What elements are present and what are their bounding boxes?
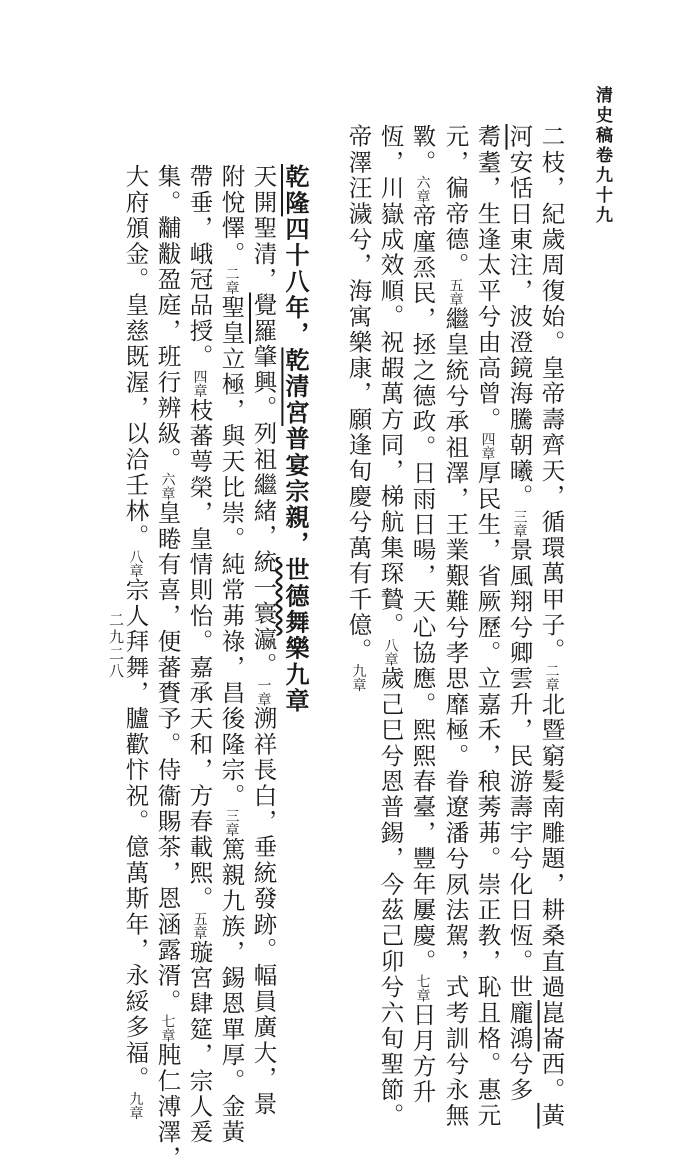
stanza-marker: 五章 [447, 278, 464, 307]
text-segment: 附悅懌。 [217, 164, 246, 267]
text-column [537, 124, 566, 1129]
text-segment: 耈耋，生逢太平兮由高曾。 [473, 124, 502, 433]
text-segment: 宗人拜舞，臚歡忭祝。億萬斯年，永綏多福。 [121, 577, 150, 1092]
text-segment: 普宴宗親， [281, 426, 310, 558]
text-segment: 枝蕃萼榮，皇情則怡。嘉承天和，方春載熙。 [185, 397, 214, 912]
text-segment: 日月方升 [408, 1002, 437, 1106]
stanza-marker: 三章 [223, 808, 240, 837]
stanza-marker: 二章 [223, 266, 240, 295]
proper-noun: 崑崙 [537, 1000, 566, 1052]
text-column [408, 124, 437, 1106]
text-column [185, 164, 214, 1146]
text-segment: 大府頒金。皇慈既渥，以洽壬林。 [121, 164, 150, 550]
running-header: 清史稿卷九十九 [592, 86, 612, 226]
text-segment: 皇睠有喜，便蕃賚予。侍衞賜茶，恩涵露湑。 [153, 500, 182, 1015]
text-segment: 溯祥長白，垂統發跡。幅員廣大，景 [249, 706, 278, 1118]
text-segment: 繼皇統兮承祖澤，王業艱難兮孝思靡極。眷遼潘兮夙法駕，式考訓兮永無 [441, 306, 470, 1129]
proper-noun: 乾清宮 [281, 347, 310, 427]
text-segment: 肇興。列祖繼緒，統一寰瀛。 [249, 343, 278, 679]
text-segment: 四十八年， [281, 216, 310, 348]
text-segment: 元，徧帝德。 [441, 124, 470, 279]
text-segment: 璇宮肆筵，宗人爰 [185, 939, 214, 1146]
stanza-marker: 四章 [479, 432, 496, 461]
proper-noun: 黃 [537, 1102, 566, 1129]
text-segment: 安恬日東注，波澄鏡海騰朝曦。 [505, 149, 534, 510]
stanza-marker: 九章 [127, 1091, 144, 1120]
stanza-marker: 八章 [127, 549, 144, 578]
text-column [249, 164, 278, 1118]
text-segment: 西。 [537, 1051, 566, 1103]
text-segment: 北暨窮髮南雕題，耕桑直過 [537, 691, 566, 1001]
text-segment: 斁。 [408, 124, 437, 176]
proper-noun: 覺羅 [249, 292, 278, 344]
text-segment: 肫仁溥澤， [153, 1042, 182, 1171]
stanza-marker: 七章 [159, 1014, 176, 1043]
proper-noun: 乾隆 [281, 164, 310, 217]
text-segment: 厚民生，省厥歷。立嘉禾，稂莠茀。崇正教，恥且格。惠元 [473, 460, 502, 1129]
text-column [153, 164, 182, 1171]
stanza-marker: 三章 [511, 509, 528, 538]
text-column [473, 124, 502, 1129]
page-number: 二九二八 [107, 612, 125, 680]
book-title-mark: 世德舞 [281, 557, 310, 636]
section-title [281, 164, 310, 1024]
text-column [505, 124, 534, 1103]
text-segment: 天開聖清， [249, 164, 278, 293]
text-segment: 二枝，紀歲周復始。皇帝壽齊天，循環萬甲子。 [537, 124, 566, 664]
text-column [121, 164, 150, 1120]
text-segment: 篤親九族，錫恩單厚。金黃 [217, 836, 246, 1146]
stanza-marker: 四章 [191, 369, 208, 398]
stanza-marker: 八章 [382, 638, 399, 666]
text-segment: 景風翔兮卿雲升，民游壽宇兮化日恆。世龐鴻兮多 [505, 537, 534, 1103]
text-segment: 恆，川嶽成效順。祝嘏萬方同，梯航集琛贄。 [376, 124, 405, 638]
text-segment: 聖皇立極，與天比崇。純常茀祿，昌後隆宗。 [217, 294, 246, 809]
text-segment: 帶垂，峨冠品授。 [185, 164, 214, 370]
text-column [441, 124, 470, 1129]
stanza-marker: 五章 [191, 911, 208, 940]
text-segment: 帝澤汪濊兮，海寓樂康，願逢旬慶兮萬有千億。 [344, 124, 373, 664]
stanza-marker: 七章 [414, 974, 431, 1003]
text-column [217, 164, 246, 1146]
text-column [376, 124, 405, 1129]
stanza-marker: 二章 [543, 663, 560, 692]
text-segment: 集。黼黻盈庭，班行辨級。 [153, 164, 182, 473]
stanza-marker: 六章 [414, 175, 431, 204]
text-column [344, 124, 373, 984]
stanza-marker: 九章 [350, 663, 367, 692]
text-segment: 帝廑烝民，拯之德政。日雨日暘，天心協應。熙熙春臺，豐年屢慶。 [408, 203, 437, 975]
stanza-marker: 六章 [159, 472, 176, 501]
proper-noun: 河 [505, 124, 534, 150]
text-segment: 歲己巳兮恩普錫，今茲己卯兮六旬聖節。 [376, 666, 405, 1129]
text-segment: 樂九章 [281, 635, 310, 715]
stanza-marker: 一章 [255, 678, 272, 707]
